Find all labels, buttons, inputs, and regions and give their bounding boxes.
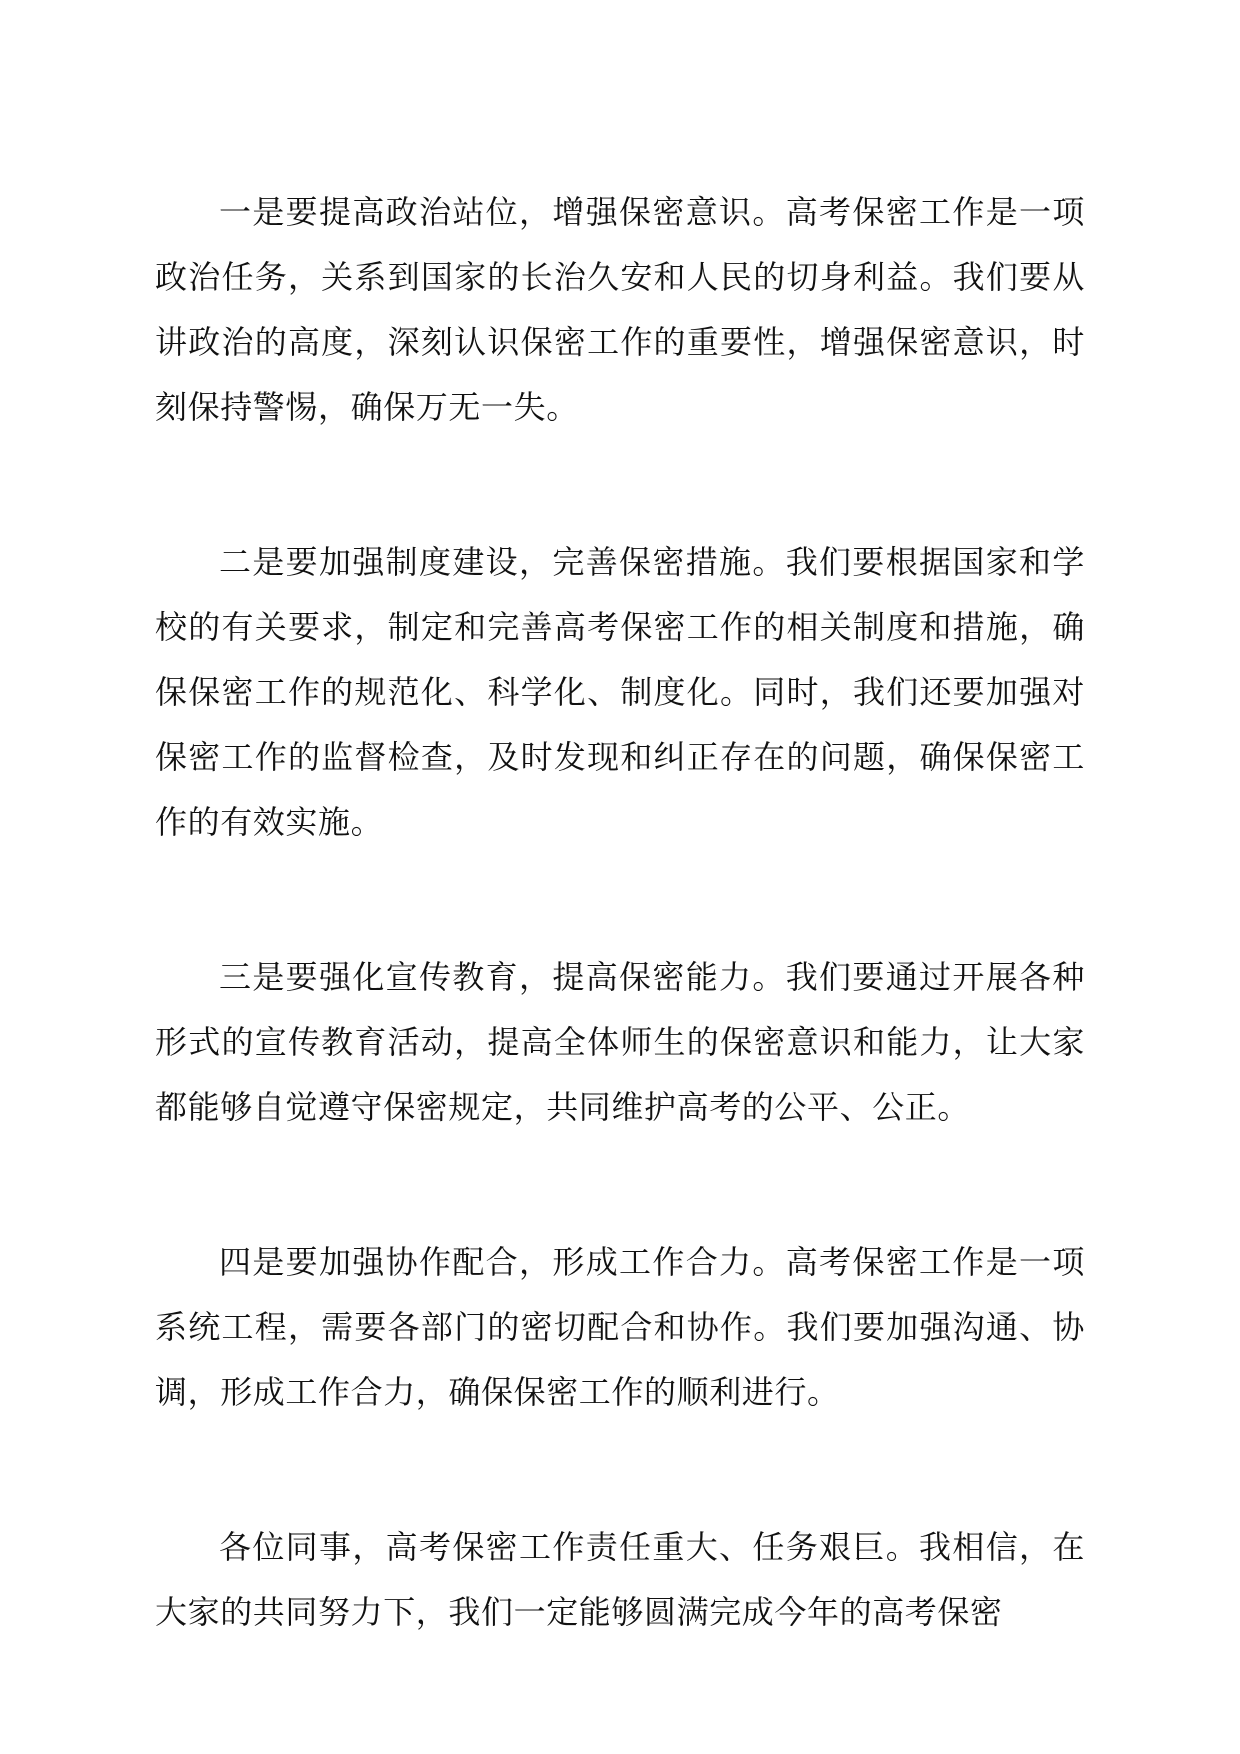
paragraph-closing: 各位同事，高考保密工作责任重大、任务艰巨。我相信，在大家的共同努力下，我们一定能够圆满完成今年的高考保密: [155, 1528, 1085, 1631]
paragraph-system-building: 二是要加强制度建设，完善保密措施。我们要根据国家和学校的有关要求，制定和完善高考保密工作的相关制度和措施，确保保密工作的规范化、科学化、制度化。同时，我们还要加强对保密工作的监督检查，及时发现和纠正存在的问题，确保保密工作的有效实施。: [155, 543, 1085, 841]
document-body: [155, 180, 1085, 1645]
paragraph-education: 三是要强化宣传教育，提高保密能力。我们要通过开展各种形式的宣传教育活动，提高全体师生的保密意识和能力，让大家都能够自觉遵守保密规定，共同维护高考的公平、公正。: [155, 958, 1085, 1126]
paragraph-cooperation: 四是要加强协作配合，形成工作合力。高考保密工作是一项系统工程，需要各部门的密切配合和协作。我们要加强沟通、协调，形成工作合力，确保保密工作的顺利进行。: [155, 1243, 1085, 1411]
paragraph-political-stance: 一是要提高政治站位，增强保密意识。高考保密工作是一项政治任务，关系到国家的长治久安和人民的切身利益。我们要从讲政治的高度，深刻认识保密工作的重要性，增强保密意识，时刻保持警惕，确保万无一失。: [155, 193, 1085, 426]
